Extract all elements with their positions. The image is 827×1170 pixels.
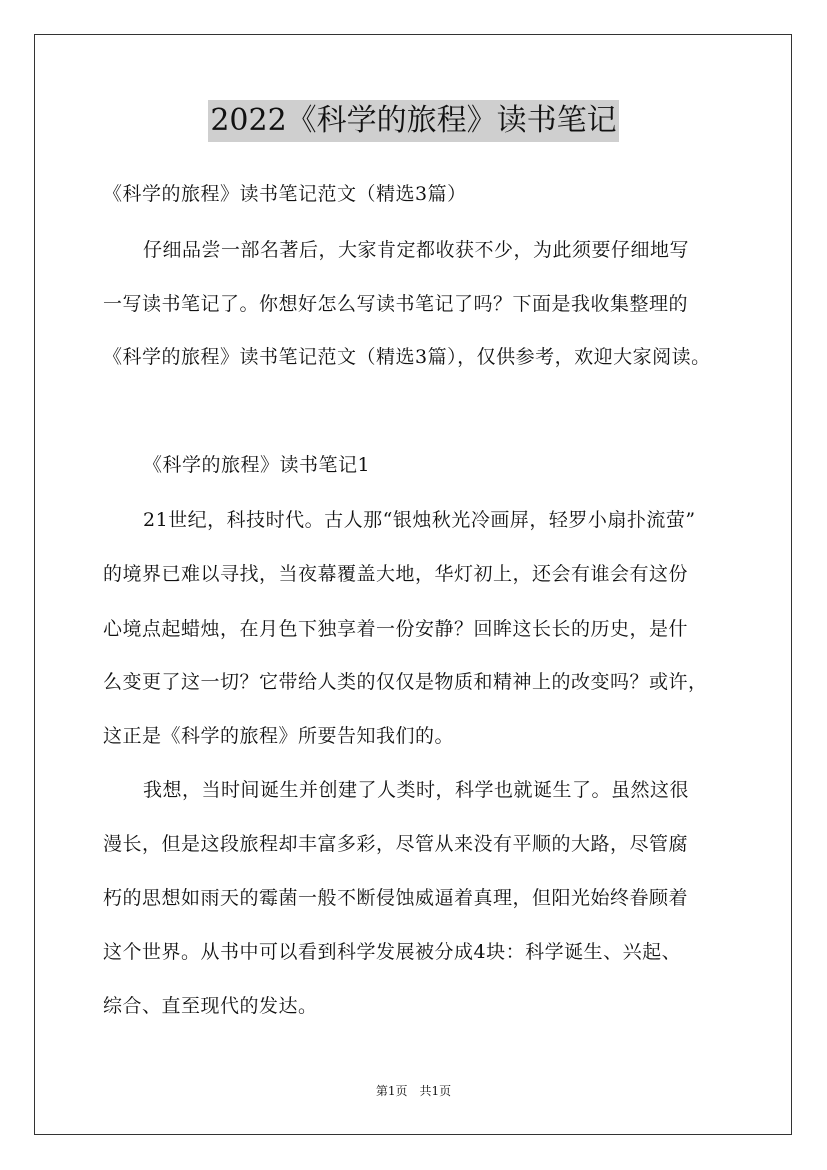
intro-line: 仔细品尝一部名著后，大家肯定都收获不少，为此须要仔细地写 bbox=[143, 239, 690, 261]
title-container bbox=[0, 100, 827, 142]
paragraph-line: 综合、直至现代的发达。 bbox=[103, 995, 318, 1017]
paragraph-line: 么变更了这一切？它带给人类的仅仅是物质和精神上的改变吗？或许， bbox=[103, 671, 708, 693]
intro-line: 一写读书笔记了。你想好怎么写读书笔记了吗？下面是我收集整理的 bbox=[103, 293, 689, 315]
paragraph-line: 21世纪，科技时代。古人那“银烛秋光冷画屏，轻罗小扇扑流萤” bbox=[143, 509, 696, 531]
paragraph-line: 朽的思想如雨天的霉菌一般不断侵蚀威逼着真理，但阳光始终眷顾着 bbox=[103, 887, 689, 909]
intro-line: 《科学的旅程》读书笔记范文（精选3篇），仅供参考，欢迎大家阅读。 bbox=[103, 346, 711, 368]
paragraph-line: 这个世界。从书中可以看到科学发展被分成4块：科学诞生、兴起、 bbox=[103, 941, 682, 963]
paragraph-line: 漫长，但是这段旅程却丰富多彩，尽管从来没有平顺的大路，尽管腐 bbox=[103, 833, 689, 855]
paragraph-line: 我想，当时间诞生并创建了人类时，科学也就诞生了。虽然这很 bbox=[143, 779, 690, 801]
section-heading: 《科学的旅程》读书笔记1 bbox=[143, 454, 371, 476]
document-subtitle: 《科学的旅程》读书笔记范文（精选3篇） bbox=[103, 183, 467, 205]
paragraph-line: 的境界已难以寻找，当夜幕覆盖大地，华灯初上，还会有谁会有这份 bbox=[103, 563, 689, 585]
paragraph-line: 这正是《科学的旅程》所要告知我们的。 bbox=[103, 725, 455, 747]
document-title: 2022《科学的旅程》读书笔记 bbox=[208, 100, 618, 142]
page-footer: 第1页 共1页 bbox=[375, 1084, 452, 1098]
paragraph-line: 心境点起蜡烛，在月色下独享着一份安静？回眸这长长的历史，是什 bbox=[103, 618, 689, 640]
